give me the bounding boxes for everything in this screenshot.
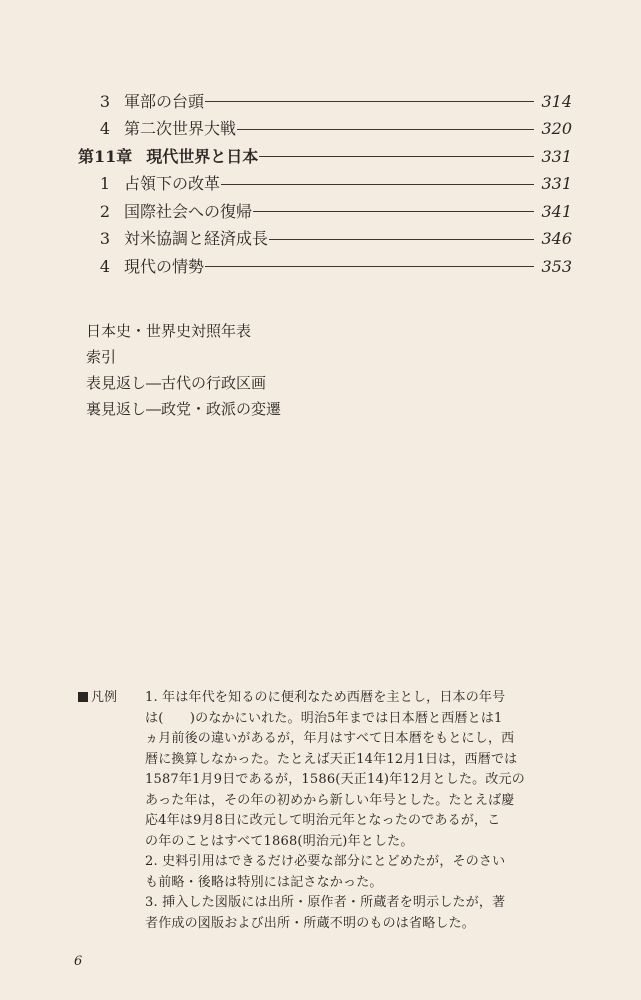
toc-page-number: 346	[541, 229, 572, 249]
appendix-list	[86, 318, 281, 422]
toc-number: 3	[99, 229, 110, 249]
notes-label	[78, 688, 117, 708]
toc-chapter-row[interactable]	[78, 143, 572, 171]
notes-line: 応4年は9月8日に改元して明治元年となったのであるが，こ	[145, 813, 501, 828]
notes-line: は( )のなかにいれた。明治5年までは日本暦と西暦とは1	[145, 710, 503, 726]
toc-section-row[interactable]	[78, 253, 572, 281]
toc-number: 4	[99, 256, 110, 276]
appendix-item[interactable]: 表見返し―古代の行政区画	[86, 374, 267, 392]
toc-leader-line	[269, 239, 534, 240]
toc-page-number: 341	[541, 201, 572, 221]
notes-line: 3. 挿入した図版には出所・原作者・所蔵者を明示したが，著	[145, 895, 506, 910]
toc-page-number: 353	[541, 256, 572, 276]
notes-line: 1. 年は年代を知るのに便利なため西暦を主とし，日本の年号	[145, 690, 506, 705]
toc-number: 4	[99, 119, 110, 139]
toc-section-row[interactable]	[78, 116, 572, 144]
notes-label-text: 凡例	[91, 690, 118, 705]
toc-number: 3	[99, 91, 110, 111]
toc-leader-line	[221, 184, 534, 185]
square-bullet-icon	[78, 692, 88, 702]
toc-leader-line	[205, 101, 534, 102]
appendix-item[interactable]: 裏見返し―政党・政派の変遷	[86, 400, 282, 418]
toc-section-row[interactable]	[78, 88, 572, 116]
toc-leader-line	[253, 211, 534, 212]
appendix-item[interactable]: 日本史・世界史対照年表	[86, 322, 252, 340]
toc-section-row[interactable]	[78, 198, 572, 226]
toc-leader-line	[259, 156, 534, 157]
toc-title: 対米協調と経済成長	[124, 229, 269, 249]
page-number: 6	[74, 954, 83, 969]
notes-line: 1587年1月9日であるが，1586(天正14)年12月とした。改元の	[145, 772, 525, 787]
toc-leader-line	[237, 129, 534, 130]
notes-line: 者作成の図版および出所・所蔵不明のものは省略した。	[145, 915, 476, 931]
toc-page-number: 331	[541, 146, 572, 166]
notes-line: 2. 史料引用はできるだけ必要な部分にとどめたが，そのさい	[145, 854, 506, 869]
toc-section-row[interactable]	[78, 171, 572, 199]
toc-number: 第11章	[78, 146, 133, 166]
toc-number: 2	[99, 201, 110, 221]
toc-title: 現代の情勢	[124, 256, 205, 276]
notes-line: も前略・後略は特別には記さなかった。	[145, 874, 383, 890]
notes-line: あった年は，その年の初めから新しい年号とした。たとえば慶	[145, 792, 515, 808]
notes-line: の年のことはすべて1868(明治元)年とした。	[145, 833, 414, 849]
toc-page-number: 314	[541, 91, 572, 111]
toc-leader-line	[205, 266, 534, 267]
appendix-item[interactable]: 索引	[86, 348, 117, 366]
toc-section-row[interactable]	[78, 226, 572, 254]
toc-page-number: 331	[541, 174, 572, 194]
toc-title: 現代世界と日本	[146, 146, 259, 166]
toc-number: 1	[99, 174, 110, 194]
notes-body	[145, 688, 573, 934]
toc-page-number: 320	[541, 119, 572, 139]
notes-line: ヵ月前後の違いがあるが，年月はすべて日本暦をもとにし，西	[145, 731, 515, 746]
table-of-contents	[78, 88, 572, 281]
toc-title: 軍部の台頭	[124, 91, 205, 111]
toc-title: 占領下の改革	[124, 174, 221, 194]
notes-line: 暦に換算しなかった。たとえば天正14年12月1日は，西暦では	[145, 751, 518, 767]
toc-title: 国際社会への復帰	[124, 201, 253, 221]
toc-title: 第二次世界大戦	[124, 119, 237, 139]
